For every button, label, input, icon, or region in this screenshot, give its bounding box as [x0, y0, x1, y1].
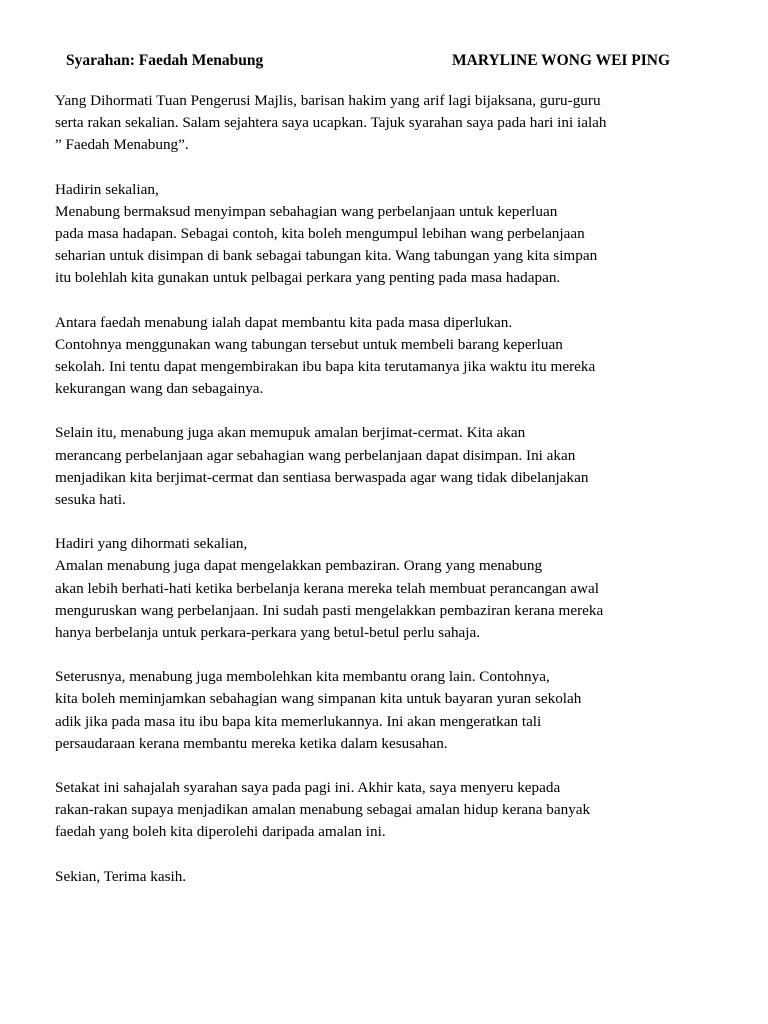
paragraph-benefit-others: Seterusnya, menabung juga membolehkan kita membantu orang lain. Contohnya, kita boleh meminjamkan sebahagian wang simpanan kita untuk bayaran yuran sekolah adik jika pada masa itu ibu bapa kita memerlukannya. Ini akan mengeratkan tali persaudaraan kerana membantu mereka ketika dalam kesusahan. — [55, 668, 582, 752]
author-name: MARYLINE WONG WEI PING — [452, 52, 671, 69]
paragraph-opening: Yang Dihormati Tuan Pengerusi Majlis, barisan hakim yang arif lagi bijaksana, guru-guru serta rakan sekalian. Salam sejahtera saya ucapkan. Tajuk syarahan saya pada hari ini ialah ” Faedah Menabung”. — [55, 92, 607, 154]
speech-title: Syarahan: Faedah Menabung — [66, 52, 264, 69]
paragraph-benefit-waste: Hadiri yang dihormati sekalian, Amalan menabung juga dapat mengelakkan pembaziran. Orang yang menabung akan lebih berhati-hati ketika berbelanja kerana mereka telah membuat perancangan awal menguruskan wang perbelanjaan. Ini sudah pasti mengelakkan pembaziran kerana mereka hanya berbelanja untuk perkara-perkara yang betul-betul perlu sahaja. — [55, 535, 604, 642]
paragraph-benefit-help: Antara faedah menabung ialah dapat membantu kita pada masa diperlukan. Contohnya menggunakan wang tabungan tersebut untuk membeli barang keperluan sekolah. Ini tentu dapat mengembirakan ibu bapa kita terutamanya jika waktu itu mereka kekurangan wang dan sebagainya. — [55, 313, 596, 398]
document-body — [55, 90, 720, 888]
document-header — [66, 52, 708, 74]
paragraph-definition: Hadirin sekalian, Menabung bermaksud menyimpan sebahagian wang perbelanjaan untuk keperluan pada masa hadapan. Sebagai contoh, kita boleh mengumpul lebihan wang perbelanjaan seharian untuk disimpan di bank sebagai tabungan kita. Wang tabungan yang kita simpan itu bolehlah kita gunakan untuk pelbagai perkara yang penting pada masa hadapan. — [55, 180, 598, 287]
paragraph-closing: Setakat ini sahajalah syarahan saya pada pagi ini. Akhir kata, saya menyeru kepada rakan-rakan supaya menjadikan amalan menabung sebagai amalan hidup kerana banyak faedah yang boleh kita diperolehi daripada amalan ini. — [55, 779, 591, 841]
paragraph-signoff: Sekian, Terima kasih. — [55, 867, 187, 885]
paragraph-benefit-thrift: Selain itu, menabung juga akan memupuk amalan berjimat-cermat. Kita akan merancang perbelanjaan agar sebahagian wang perbelanjaan dapat disimpan. Ini akan menjadikan kita berjimat-cermat dan sentiasa berwaspada agar wang tidak dibelanjakan sesuka hati. — [55, 424, 589, 509]
